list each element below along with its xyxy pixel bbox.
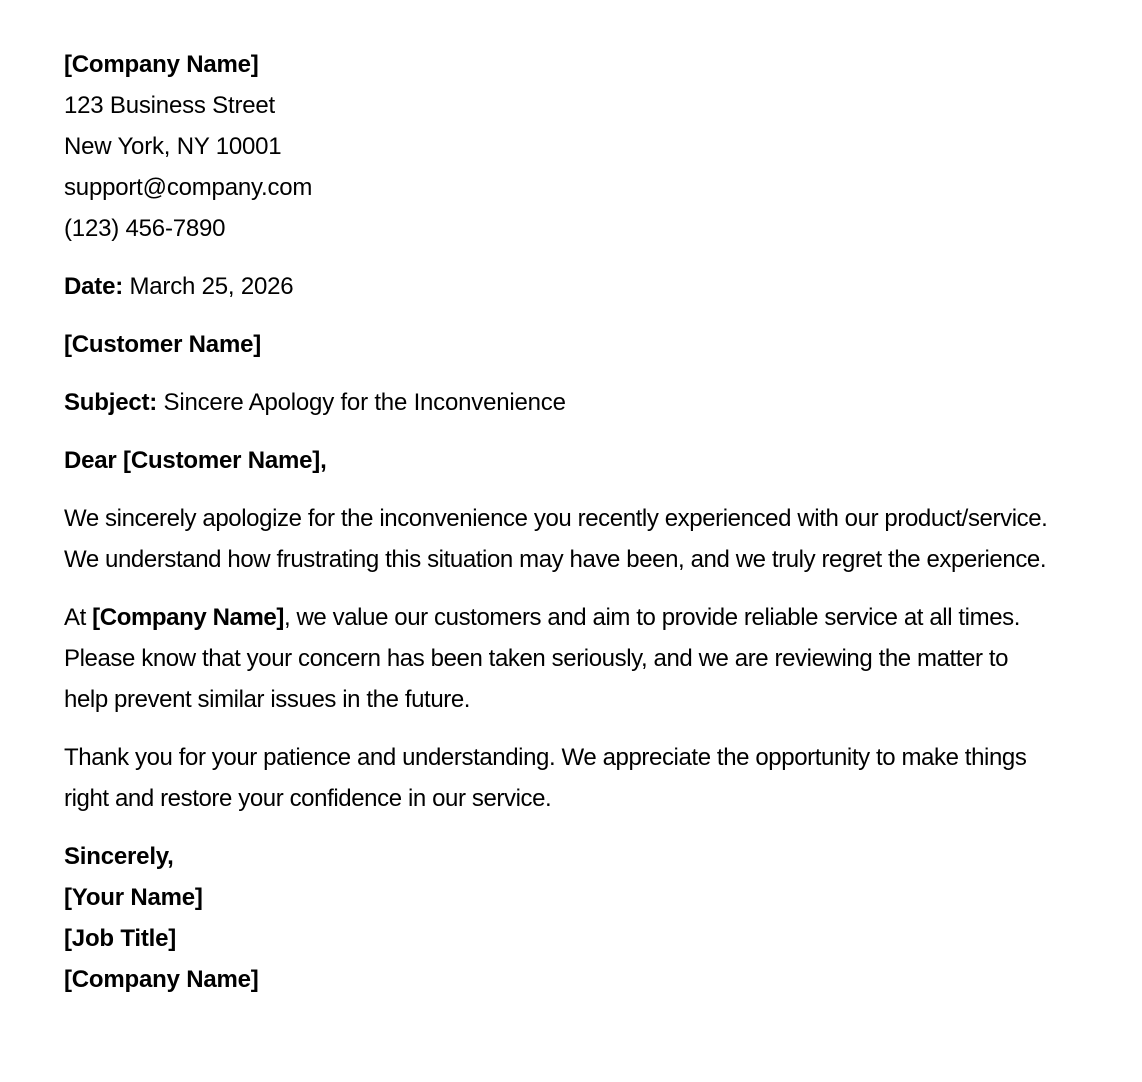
body-paragraph-1: We sincerely apologize for the inconvenience you recently experienced with our product/service. We understand how frustrating this situation may have been, and we truly regret the experience.: [64, 505, 1048, 573]
date-line: [64, 266, 1056, 307]
subject-label: Subject:: [64, 389, 158, 416]
customer-name-line: [Customer Name]: [64, 331, 262, 358]
date-value: March 25, 2026: [129, 273, 294, 300]
body-paragraph-2-prefix: At: [64, 604, 86, 631]
signature-block: [64, 836, 1056, 1000]
body-paragraph-2: [64, 597, 1056, 720]
subject-line: [64, 382, 1056, 423]
subject-value: Sincere Apology for the Inconvenience: [163, 389, 566, 416]
letterhead-address-line1: 123 Business Street: [64, 92, 275, 119]
signature-name: [Your Name]: [64, 884, 203, 911]
signature-company: [Company Name]: [64, 966, 259, 993]
letterhead: [64, 44, 1056, 249]
letterhead-email: support@company.com: [64, 174, 313, 201]
signature-closing: Sincerely,: [64, 843, 174, 870]
date-label: Date:: [64, 273, 124, 300]
letterhead-address-line2: New York, NY 10001: [64, 133, 282, 160]
body-paragraph-2-company-name: [Company Name]: [92, 604, 284, 631]
body-paragraph-2-suffix: , we value our customers and aim to provide reliable service at all times. Please know that your concern has been taken seriously, and we are reviewing the matter to help prevent similar issues in the future.: [64, 604, 1021, 713]
body-paragraph-3: Thank you for your patience and understanding. We appreciate the opportunity to make things right and restore your confidence in our service.: [64, 744, 1027, 812]
salutation-line: Dear [Customer Name],: [64, 447, 327, 474]
apology-letter-document: [64, 44, 1056, 1000]
signature-job-title: [Job Title]: [64, 925, 177, 952]
letterhead-company-name: [Company Name]: [64, 51, 259, 78]
letterhead-phone: (123) 456-7890: [64, 215, 226, 242]
